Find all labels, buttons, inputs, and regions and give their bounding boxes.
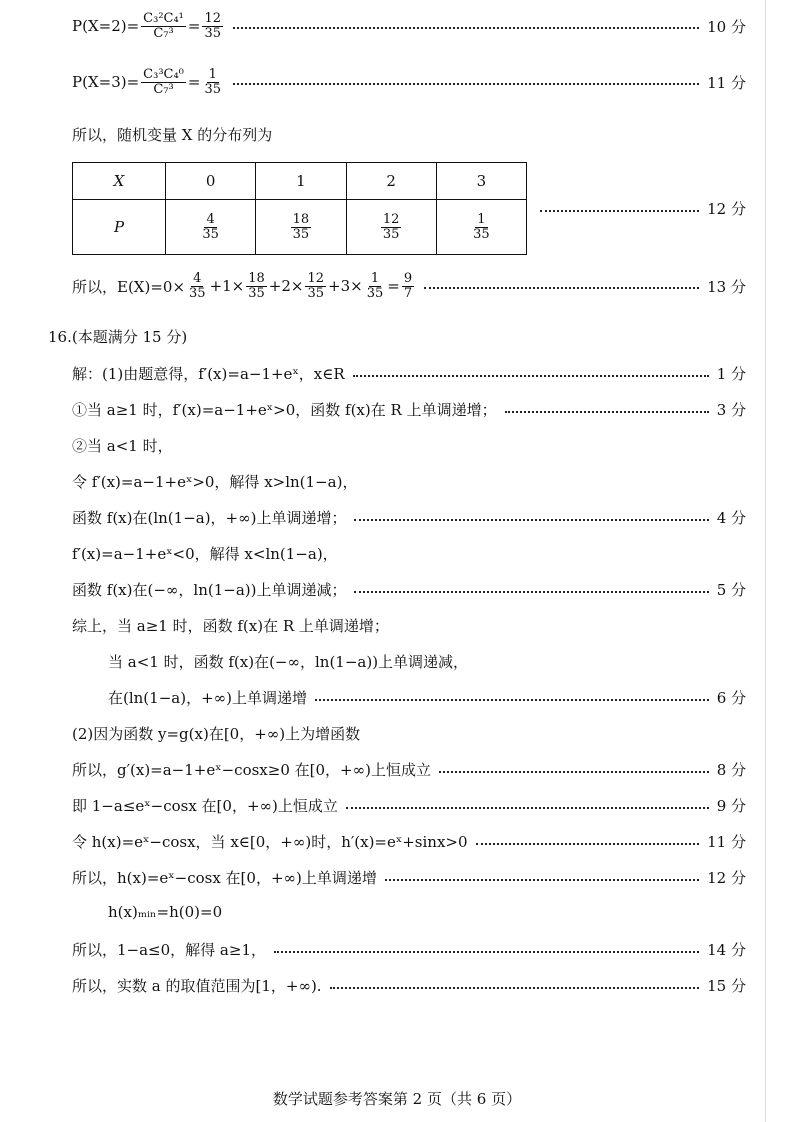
solution-line	[72, 795, 746, 816]
score: 9 分	[716, 797, 746, 815]
solution-line	[72, 579, 746, 600]
score: 4 分	[716, 509, 746, 527]
px3-line: P(X=3)= $\frac{\text{C₃³C₄⁰}}{\text{C₇³}}$ = $\frac{1}{35}$ 11 分	[72, 67, 746, 97]
solution-line	[72, 435, 746, 456]
expectation-line: 所以，E(X)=0× $\frac{4}{35}$ +1× $\frac{18}{35}$ +2× $\frac{12}{35}$ +3× $\frac{1}{35}$ = $\frac{9}{7}$ 13 分	[72, 271, 746, 301]
leader-dots	[330, 987, 700, 989]
distribution-intro: 所以，随机变量 X 的分布列为	[72, 126, 273, 144]
solution-text: 即 1−a≤eˣ−cosx 在[0，+∞)上恒成立	[72, 797, 338, 815]
solution-line	[72, 867, 746, 888]
score: 5 分	[716, 581, 746, 599]
px3-value-fraction: $\frac{1}{35}$	[204, 67, 222, 97]
leader-dots	[354, 519, 708, 521]
leader-dots	[385, 879, 699, 881]
page-footer: 数学试题参考答案第 2 页（共 6 页）	[272, 1090, 522, 1108]
table-header-cell: 0	[166, 163, 256, 200]
solution-line	[72, 759, 746, 780]
score: 1 分	[716, 365, 746, 383]
leader-dots	[354, 591, 708, 593]
table-cell: $\frac{1}{35}$	[436, 200, 526, 255]
solution-line	[72, 615, 746, 636]
px3-comb-fraction: $\frac{\text{C₃³C₄⁰}}{\text{C₇³}}$	[143, 67, 184, 97]
leader-dots	[353, 375, 709, 377]
table-cell: $\frac{4}{35}$	[166, 200, 256, 255]
leader-dots	[346, 807, 709, 809]
solution-text: 所以，g′(x)=a−1+eˣ−cosx≥0 在[0，+∞)上恒成立	[72, 761, 431, 779]
leader-dots	[274, 951, 699, 953]
table-cell: $\frac{12}{35}$	[346, 200, 436, 255]
solution-text: h(x)ₘᵢₙ=h(0)=0	[108, 903, 223, 921]
px3-label: P(X=3)=	[72, 73, 140, 92]
solution-text: 令 h(x)=eˣ−cosx，当 x∈[0，+∞)时，h′(x)=eˣ+sinx>0	[72, 833, 468, 851]
table-row	[73, 163, 527, 200]
px2-line: P(X=2)= $\frac{\text{C₃²C₄¹}}{\text{C₇³}}$ = $\frac{12}{35}$ 10 分	[72, 11, 746, 41]
table-header-cell: 1	[256, 163, 346, 200]
solution-text: 所以，实数 a 的取值范围为[1，+∞).	[72, 977, 322, 995]
solution-text: 当 a<1 时，函数 f(x)在(−∞，ln(1−a))上单调递减，	[108, 653, 469, 671]
solution-text: f′(x)=a−1+eˣ<0，解得 x<ln(1−a)，	[72, 545, 338, 563]
solution-line	[72, 831, 746, 852]
solution-text: ①当 a≥1 时，f′(x)=a−1+eˣ>0，函数 f(x)在 R 上单调递增；	[72, 401, 497, 419]
distribution-table	[72, 162, 527, 255]
solution-line	[108, 687, 746, 708]
solution-text: 所以，1−a≤0，解得 a≥1，	[72, 941, 266, 959]
solution-line	[72, 543, 746, 564]
solution-text: 令 f′(x)=a−1+eˣ>0，解得 x>ln(1−a)，	[72, 473, 358, 491]
solution-line	[72, 939, 746, 960]
solution-text: 解：(1)由题意得，f′(x)=a−1+eˣ，x∈R	[72, 365, 345, 383]
score: 3 分	[716, 401, 746, 419]
score: 6 分	[716, 689, 746, 707]
leader-dots	[233, 27, 699, 29]
solution-text: 函数 f(x)在(−∞，ln(1−a))上单调递减；	[72, 581, 347, 599]
score: 12 分	[707, 200, 746, 218]
px2-label: P(X=2)=	[72, 17, 140, 36]
px2-comb-fraction: $\frac{\text{C₃²C₄¹}}{\text{C₇³}}$	[143, 11, 184, 41]
score: 11 分	[707, 833, 746, 851]
score: 13 分	[707, 277, 746, 296]
solution-line	[72, 471, 746, 492]
leader-dots	[476, 843, 700, 845]
leader-dots	[540, 210, 699, 212]
leader-dots	[424, 287, 699, 289]
solution-text: 所以，h(x)=eˣ−cosx 在[0，+∞)上单调递增	[72, 869, 377, 887]
table-header-cell: 2	[346, 163, 436, 200]
solution-text: 在(ln(1−a)，+∞)上单调递增	[108, 689, 307, 707]
table-cell: $\frac{18}{35}$	[256, 200, 346, 255]
solution-text: 函数 f(x)在(ln(1−a)，+∞)上单调递增；	[72, 509, 347, 527]
table-row-label: P	[73, 200, 166, 255]
leader-dots	[315, 699, 709, 701]
score: 12 分	[707, 869, 746, 887]
px2-value-fraction: $\frac{12}{35}$	[204, 11, 222, 41]
leader-dots	[233, 83, 699, 85]
leader-dots	[439, 771, 709, 773]
solution-text: ②当 a<1 时，	[72, 437, 173, 455]
solution-text: (2)因为函数 y=g(x)在[0，+∞)上为增函数	[72, 725, 361, 743]
solution-line	[72, 363, 746, 384]
table-row	[73, 200, 527, 255]
table-header-cell: X	[73, 163, 166, 200]
solution-line	[72, 399, 746, 420]
score: 11 分	[707, 73, 746, 92]
score: 15 分	[707, 977, 746, 995]
leader-dots	[505, 411, 709, 413]
solution-line	[108, 903, 746, 921]
solution-line	[72, 723, 746, 744]
score: 8 分	[716, 761, 746, 779]
score: 10 分	[707, 17, 746, 36]
solution-text: 综上，当 a≥1 时，函数 f(x)在 R 上单调递增；	[72, 617, 389, 635]
solution-line	[72, 975, 746, 996]
question-16-title: 16.(本题满分 15 分)	[48, 328, 188, 346]
solution-line	[72, 507, 746, 528]
table-score-line	[540, 198, 746, 219]
page-edge	[765, 0, 766, 1122]
table-header-cell: 3	[436, 163, 526, 200]
solution-line	[108, 651, 746, 672]
score: 14 分	[707, 941, 746, 959]
